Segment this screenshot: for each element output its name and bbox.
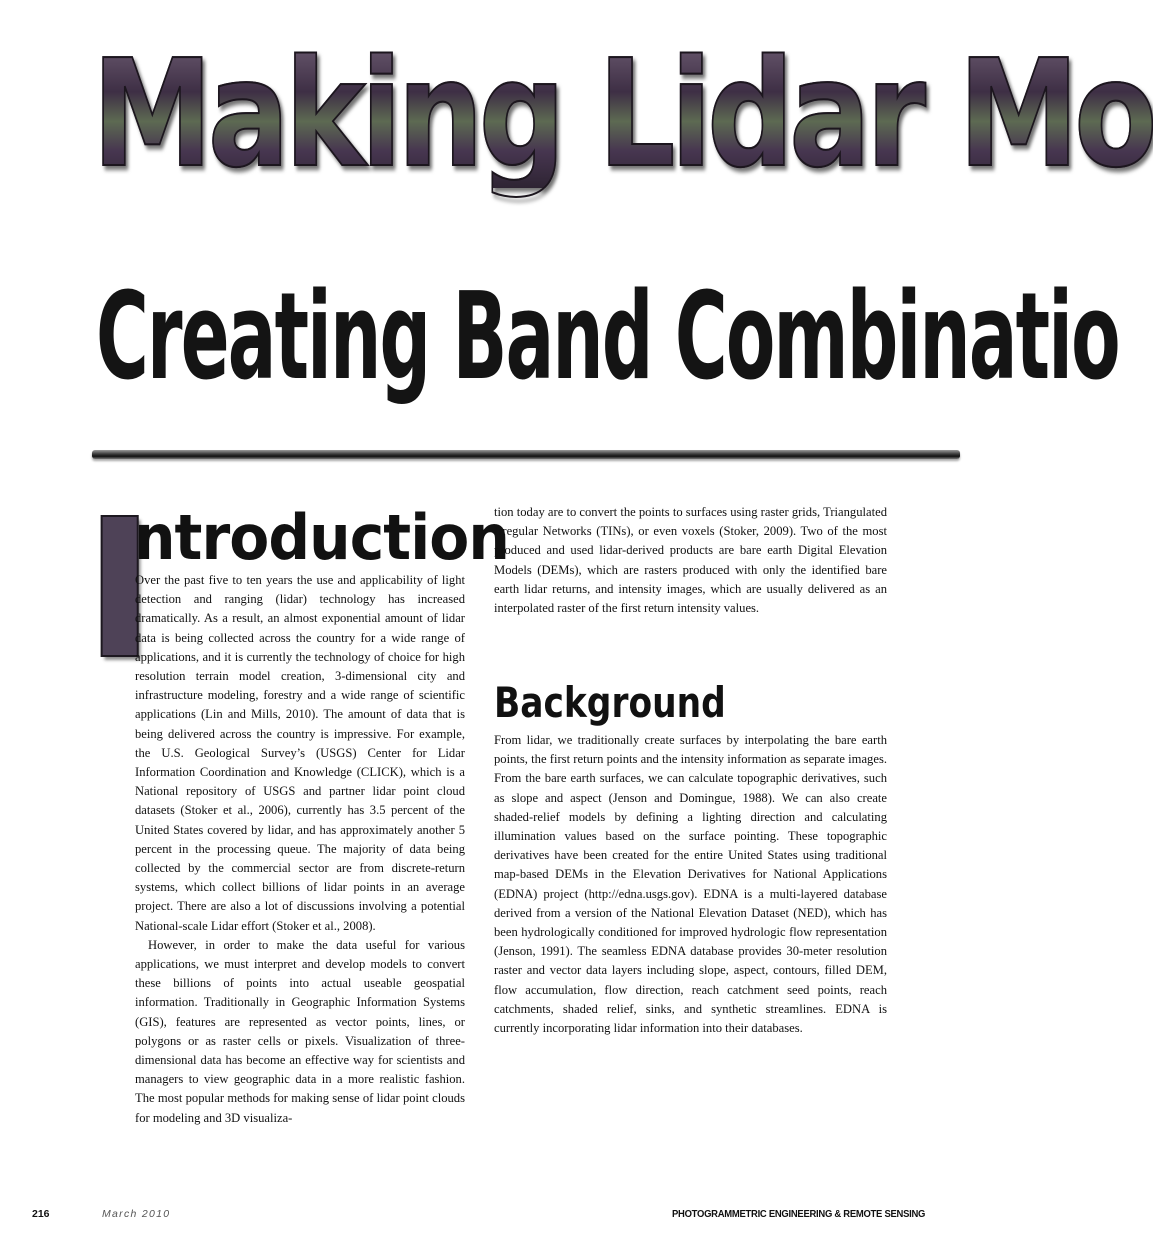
page-number: 216 [32, 1208, 50, 1220]
title-subtitle: Creating Band Combinatio [96, 268, 1119, 407]
background-column [494, 731, 887, 1038]
background-paragraph: From lidar, we traditionally create surfaces by interpolating the bare earth points, the first return points and the intensity information as separate images. From the bare earth surfaces, we can calculate topographic derivatives, such as slope and aspect (Jenson and Domingue, 1988). We can also create shaded-relief models by defining a lighting direction and calculating illumination values based on the surface pointing. These topographic derivatives have been created for the entire United States using traditional map-based DEMs in the Elevation Derivatives for National Applications (EDNA) project (http://edna.usgs.gov). EDNA is a multi-layered database derived from a version of the National Elevation Dataset (NED), which has been hydrologically conditioned for improved hydrologic flow representation (Jenson, 1991). The seamless EDNA database provides 30-meter resolution raster and vector data layers including slope, aspect, contours, filled DEM, flow accumulation, flow direction, reach catchment seed points, reach catchments, shaded relief, sinks, and synthetic streamlines. EDNA is currently incorporating lidar information into their databases. [494, 733, 887, 1036]
title-rule [92, 450, 960, 459]
background-heading: Background [494, 678, 726, 727]
intro-heading: ntroduction [134, 501, 509, 574]
title-main: Making Lidar Mo [92, 28, 1153, 200]
intro-paragraph-2-continued: tion today are to convert the points to surfaces using raster grids, Triangulated Irregular Networks (TINs), or even voxels (Stoker, 2009). Two of the most produced and used lidar-derived products are bare earth Digital Elevation Models (DEMs), which are rasters produced with only the identified bare earth lidar returns, and intensity images, which are usually delivered as an interpolated raster of the first return intensity values. [494, 505, 887, 616]
left-column [135, 571, 465, 1161]
right-column-continuation [494, 503, 887, 618]
intro-drop-cap: I [84, 479, 156, 702]
issue-date: March 2010 [102, 1208, 171, 1220]
intro-paragraph-2: However, in order to make the data useful for various applications, we must interpret and develop models to convert these billions of points into actual useable geospatial information. Traditionally in Geographic Information Systems (GIS), features are represented as vector points, lines, or polygons or as raster cells or pixels. Visualization of three-dimensional data has become an effective way for scientists and managers to view geographic data in a more realistic fashion. The most popular methods for making sense of lidar point clouds for modeling and 3D visualiza- [135, 937, 465, 1125]
intro-paragraph-1: Over the past five to ten years the use and applicability of light detection and ranging (lidar) technology has increased dramatically. As a result, an almost exponential amount of lidar data is being collected across the country for a wide range of applications, and it is currently the technology of choice for high resolution terrain model creation, 3-dimensional city and infrastructure modeling, forestry and a wide range of scientific applications (Lin and Mills, 2010). The amount of data that is being delivered across the country is impressive. For example, the U.S. Geological Survey’s (USGS) Center for Lidar Information Coordination and Knowledge (CLICK), which is a National repository of USGS and partner lidar point cloud datasets (Stoker et al., 2006), currently has 3.5 percent of the United States covered by lidar, and has approximately another 5 percent in the processing queue. The majority of data being collected by the commercial sector are from discrete-return systems, which collect billions of lidar points in an average project. There are also a lot of discussions involving a potential National-scale Lidar effort (Stoker et al., 2008). [135, 573, 465, 933]
journal-name: PHOTOGRAMMETRIC ENGINEERING & REMOTE SENSING [672, 1208, 926, 1220]
